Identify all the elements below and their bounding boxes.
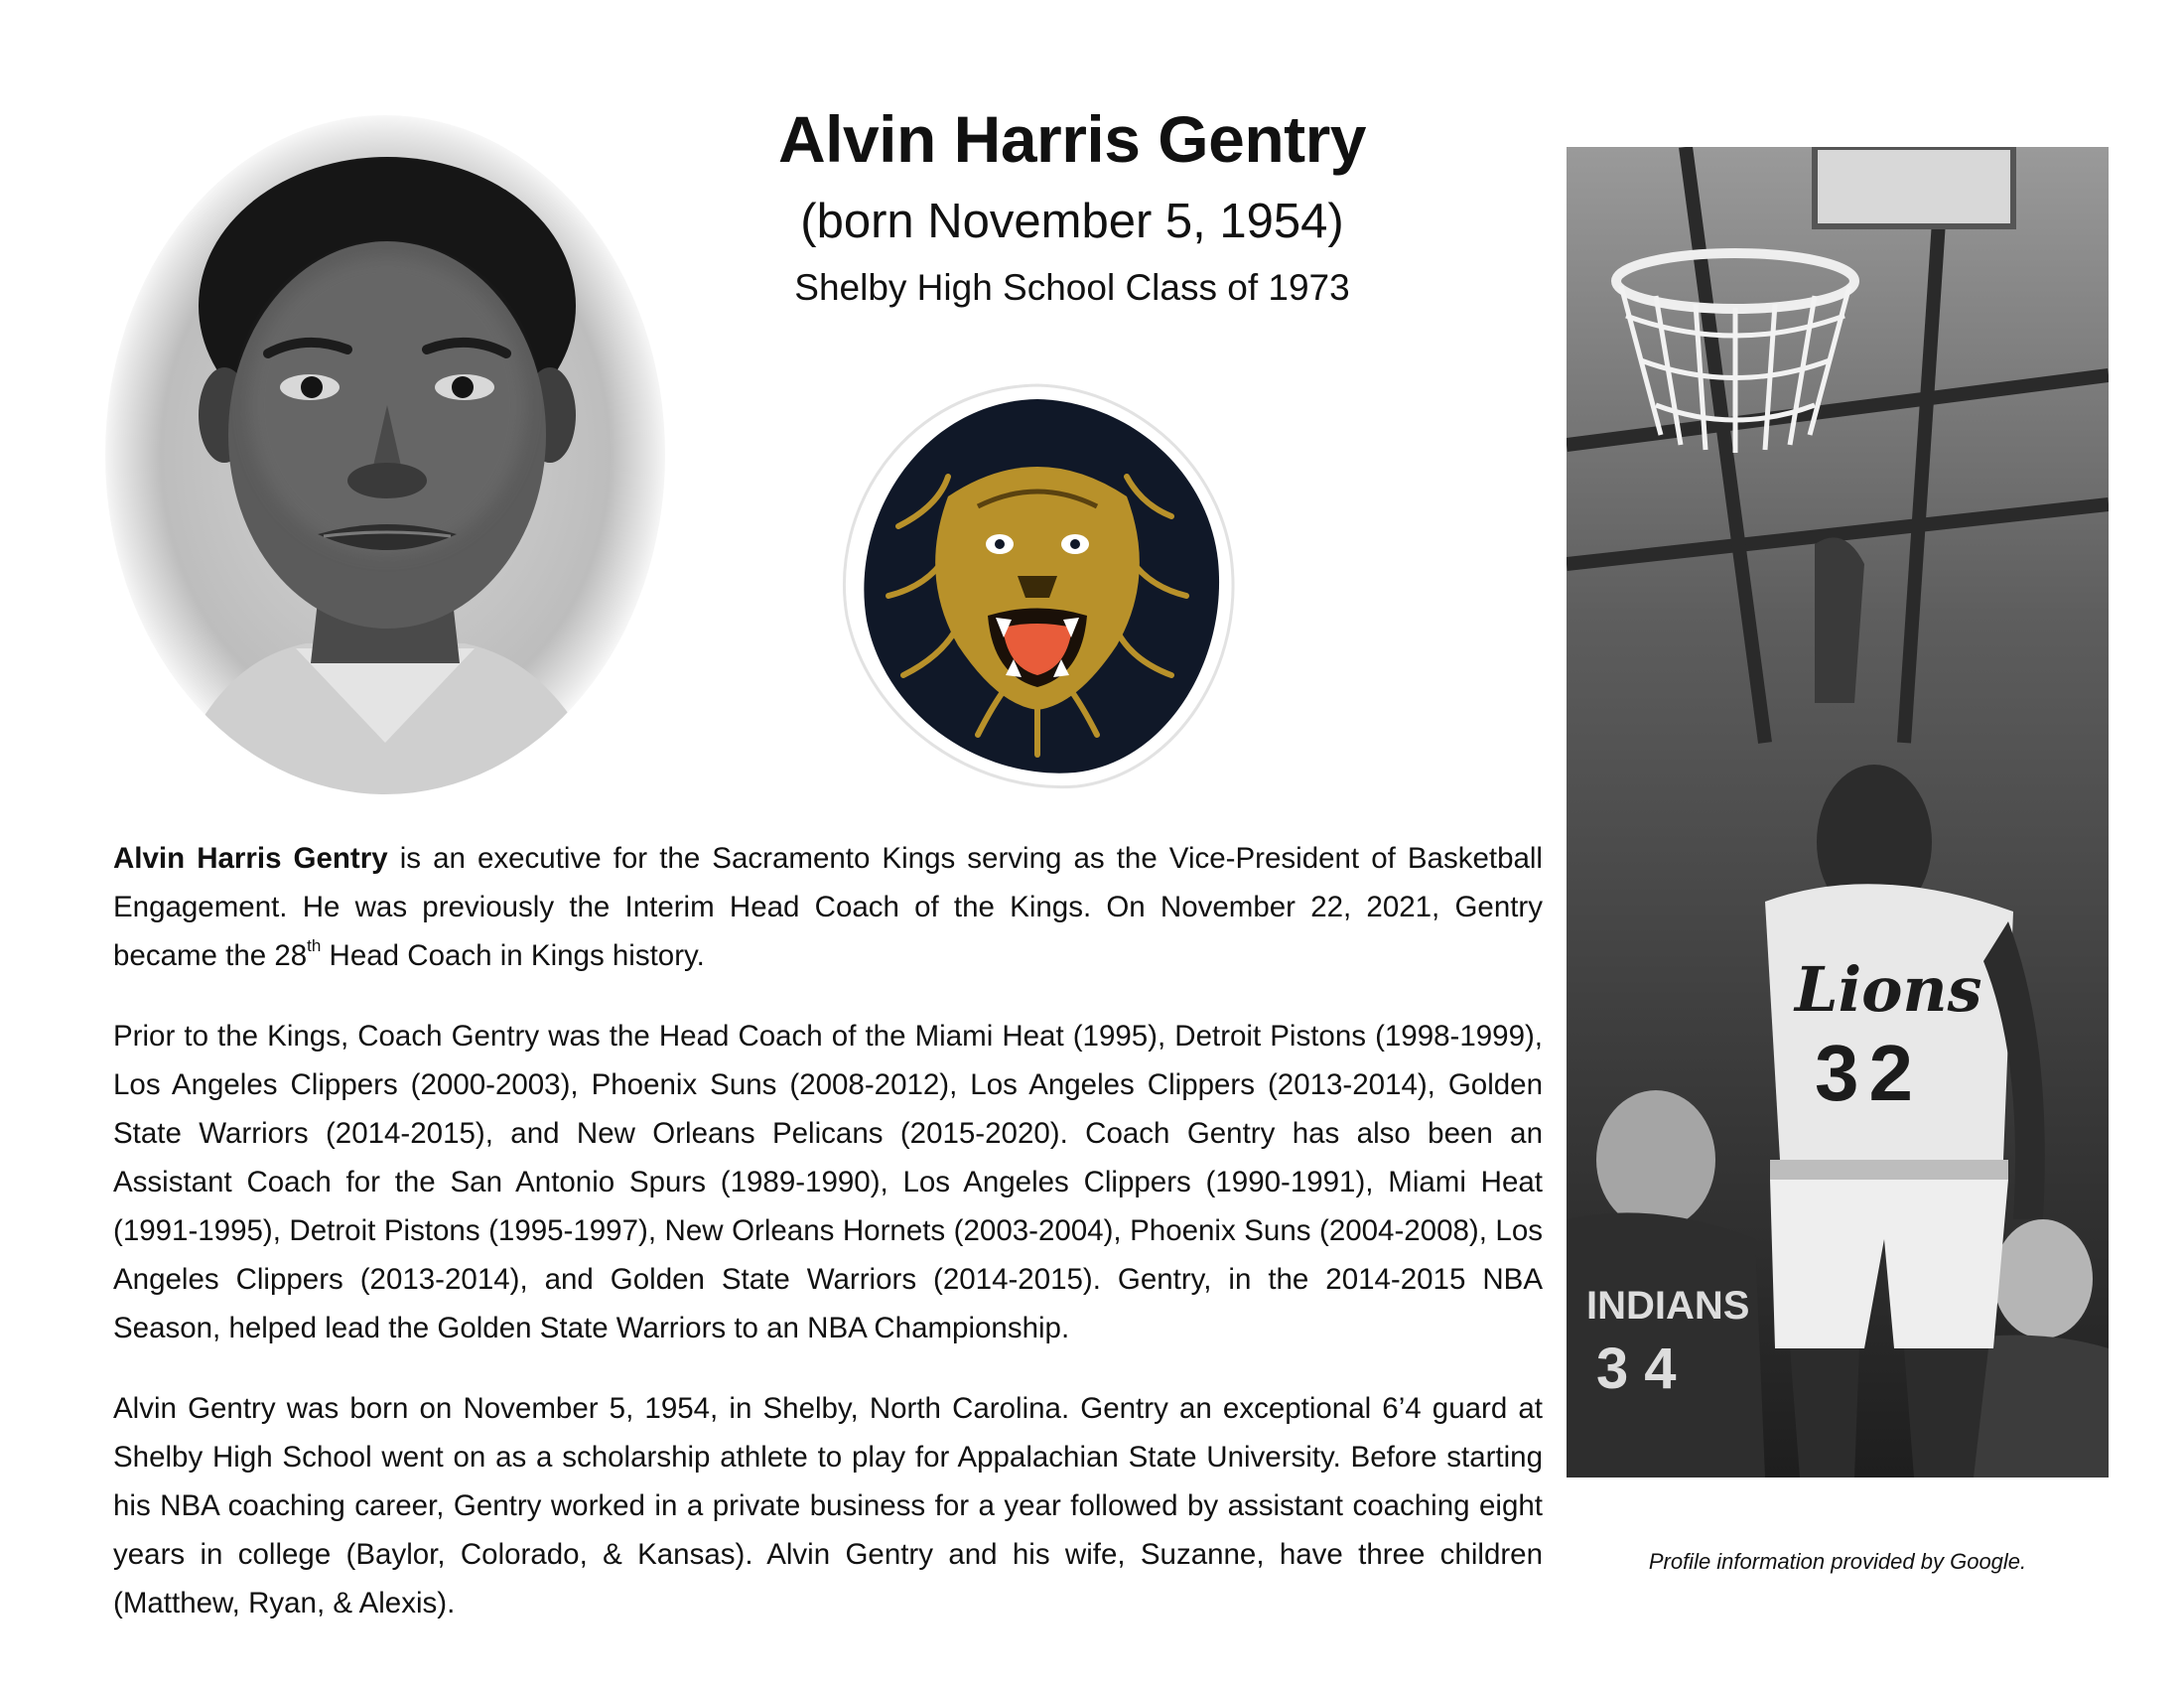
lion-head-icon xyxy=(829,377,1246,794)
opponent-team-text: INDIANS xyxy=(1586,1284,1750,1328)
jersey-team-text: Lions xyxy=(1795,953,1982,1026)
header xyxy=(675,99,1469,312)
bio-paragraph-1 xyxy=(113,834,1543,980)
bio-paragraph-1-end: Head Coach in Kings history. xyxy=(321,939,705,972)
jersey-number-text: 32 xyxy=(1815,1029,1923,1117)
bio-paragraph-1-text: is an executive for the Sacramento Kings serving as the Vice-President of Basketball Engagement. He was previously the Interim Head Coach of the Kings. On November 22, 2021, Gentry became the 28 xyxy=(113,842,1543,972)
class-line: Shelby High School Class of 1973 xyxy=(794,267,1350,308)
portrait-photo xyxy=(97,107,673,802)
bio-paragraph-2: Prior to the Kings, Coach Gentry was the Head Coach of the Miami Heat (1995), Detroit Pistons (1998-1999), Los Angeles Clippers (2000-2003), Phoenix Suns (2008-2012), Los Angeles Clippers (2013-2014), Golden State Warriors (2014-2015), and New Orleans Pelicans (2015-2020). Coach Gentry has also been an Assistant Coach for the San Antonio Spurs (1989-1990), Los Angeles Clippers (1990-1991), Miami Heat (1991-1995), Detroit Pistons (1995-1997), New Orleans Hornets (2003-2004), Phoenix Suns (2004-2008), Los Angeles Clippers (2013-2014), and Golden State Warriors (2014-2015). Gentry, in the 2014-2015 NBA Season, helped lead the Golden State Warriors to an NBA Championship. xyxy=(113,1020,1543,1344)
source-credit: Profile information provided by Google. xyxy=(1648,1549,2027,1574)
ordinal-suffix: th xyxy=(307,936,322,955)
bio-name-bold: Alvin Harris Gentry xyxy=(113,842,388,875)
birth-date: (born November 5, 1954) xyxy=(800,195,1344,248)
opponent-number-text: 34 xyxy=(1596,1336,1693,1401)
bio-text xyxy=(113,834,1543,1659)
page-title: Alvin Harris Gentry xyxy=(777,102,1367,176)
basketball-action-photo xyxy=(1567,147,2109,1477)
bio-paragraph-3: Alvin Gentry was born on November 5, 1954, in Shelby, North Carolina. Gentry an exceptional 6’4 guard at Shelby High School went on as a scholarship athlete to play for Appalachian State University. Before starting his NBA coaching career, Gentry worked in a private business for a year followed by assistant coaching eight years in college (Baylor, Colorado, & Kansas). Alvin Gentry and his wife, Suzanne, have three children (Matthew, Ryan, & Alexis). xyxy=(113,1392,1543,1619)
